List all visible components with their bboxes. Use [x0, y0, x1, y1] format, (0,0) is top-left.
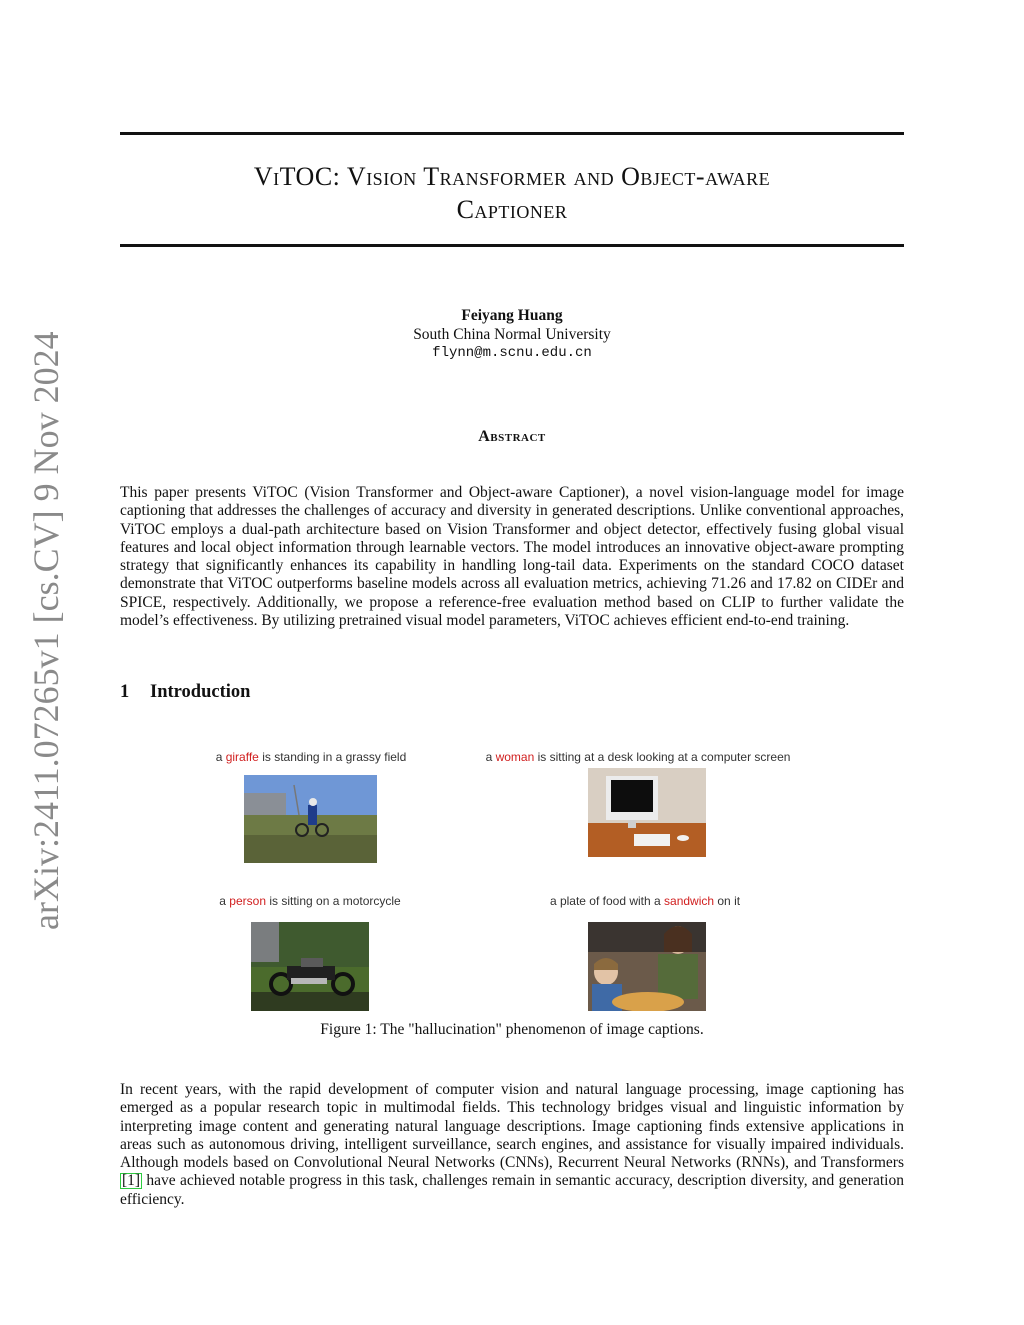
author-affiliation: South China Normal University	[413, 326, 611, 343]
hallucinated-word: person	[229, 894, 266, 908]
hallucinated-word: giraffe	[225, 750, 259, 764]
figure-caption-label-4: a plate of food with a sandwich on it	[549, 894, 741, 908]
figure-caption: Figure 1: The "hallucination" phenomenon of image captions.	[320, 1021, 704, 1038]
image-food-table	[588, 922, 706, 1011]
paper-title	[120, 160, 904, 226]
section-heading-introduction	[120, 682, 250, 703]
abstract-heading: Abstract	[478, 428, 546, 445]
image-motorcycle	[251, 922, 369, 1011]
author-email[interactable]: flynn@m.scnu.edu.cn	[432, 345, 592, 361]
image-bicycle-field	[244, 775, 377, 863]
hallucinated-word: woman	[495, 750, 535, 764]
image-computer-desk	[588, 768, 706, 857]
section-title: Introduction	[150, 682, 251, 702]
figure-caption-label-2: a woman is sitting at a desk looking at a computer screen	[485, 750, 791, 764]
introduction-paragraph: In recent years, with the rapid development of computer vision and natural language processing, image captioning has emerged as a popular research topic in multimodal fields. This technology bridges visual and linguistic information by interpreting image content and generating natural language descriptions. Image captioning finds extensive applications in areas such as autonomous driving, intelligent surveillance, search engines, and assistance for visually impaired individuals. Although models based on Convolutional Neural Networks (CNNs), Recurrent Neural Networks (RNNs), and Transformers [1] have achieved notable progress in this task, challenges remain in semantic accuracy, description diversity, and generation efficiency.	[120, 1081, 904, 1208]
citation-link[interactable]: [1]	[122, 1172, 141, 1190]
title-line-2: Captioner	[456, 195, 568, 224]
figure-caption-label-3: a person is sitting on a motorcycle	[219, 894, 401, 908]
hallucinated-word: sandwich	[664, 894, 715, 908]
figure-caption-label-1: a giraffe is standing in a grassy field	[215, 750, 407, 764]
arxiv-identifier-stamp: arXiv:2411.07265v1 [cs.CV] 9 Nov 2024	[26, 331, 66, 930]
author-block	[120, 306, 904, 363]
section-number: 1	[120, 682, 130, 702]
title-line-1: ViTOC: Vision Transformer and Object-aware	[253, 162, 771, 191]
title-top-rule	[120, 132, 904, 135]
title-bottom-rule	[120, 244, 904, 247]
abstract-text: This paper presents ViTOC (Vision Transformer and Object-aware Captioner), a novel vision-language model for image captioning that addresses the challenges of accuracy and diversity in generated descriptions. Unlike conventional approaches, ViTOC employs a dual-path architecture based on Vision Transformer and object detector, effectively fusing global visual features and local object information through learnable vectors. The model introduces an innovative object-aware prompting strategy that significantly enhances its capability in handling long-tail data. Experiments on the standard COCO dataset demonstrate that ViTOC outperforms baseline models across all evaluation metrics, achieving 71.26 and 17.82 on CIDEr and SPICE, respectively. Additionally, we propose a reference-free evaluation method based on CLIP to further validate the model’s effectiveness. By utilizing pretrained visual model parameters, ViTOC achieves efficient end-to-end training.	[120, 484, 904, 630]
author-name: Feiyang Huang	[461, 307, 563, 324]
